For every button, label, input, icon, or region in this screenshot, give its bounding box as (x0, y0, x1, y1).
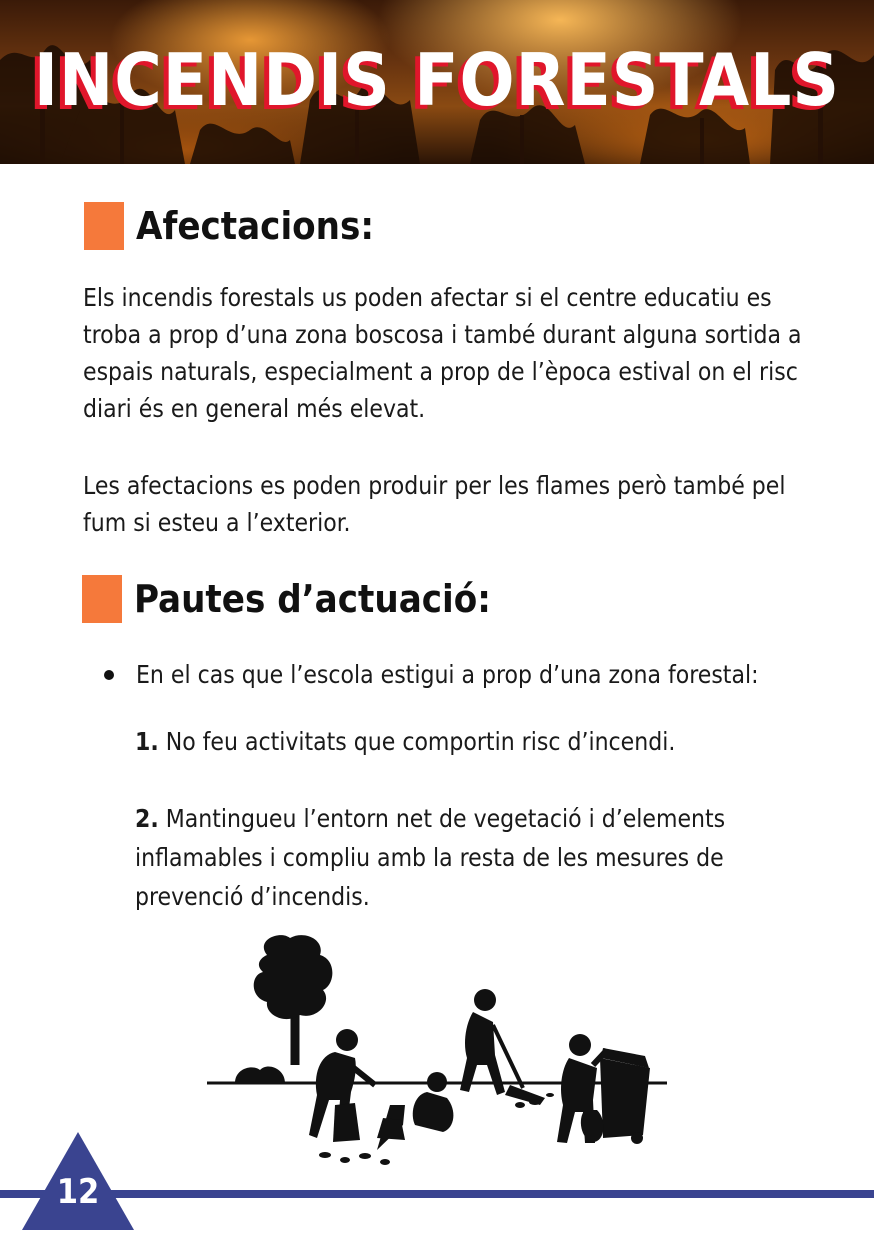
heading-pautes: Pautes d’actuació: (134, 577, 491, 621)
heading-afectacions: Afectacions: (136, 204, 375, 248)
paragraph-afectacions-2: Les afectacions es poden produir per les flames però també pel fum si esteu a l’exterior. (83, 471, 786, 537)
page-title: INCENDIS FORESTALS (33, 38, 841, 122)
people-cleaning-forest-icon (205, 930, 670, 1175)
step-number: 2. (135, 804, 159, 833)
orange-square-marker (82, 575, 122, 623)
step-text: Mantingueu l’entorn net de vegetació i d’elements inflamables i compliu amb la resta de les mesures de prevenció d’incendis. (135, 804, 726, 911)
step-number: 1. (135, 727, 159, 756)
header-banner (0, 0, 874, 164)
step-text: No feu activitats que comportin risc d’incendi. (158, 727, 676, 756)
bullet-text: En el cas que l’escola estigui a prop d’una zona forestal: (136, 660, 759, 689)
bullet-item (104, 656, 759, 693)
step-2 (135, 799, 795, 916)
orange-square-marker (84, 202, 124, 250)
bullet-dot-icon (104, 670, 114, 680)
paragraph-afectacions-1: Els incendis forestals us poden afectar si el centre educatiu es troba a prop d’una zona boscosa i també durant alguna sortida a espais naturals, especialment a prop de l’època estival on el risc diari és en general més elevat. (83, 283, 802, 423)
step-1 (135, 722, 795, 761)
page-number: 12 (56, 1172, 100, 1212)
section-heading-afectacions (84, 202, 374, 250)
section-heading-pautes (82, 575, 491, 623)
